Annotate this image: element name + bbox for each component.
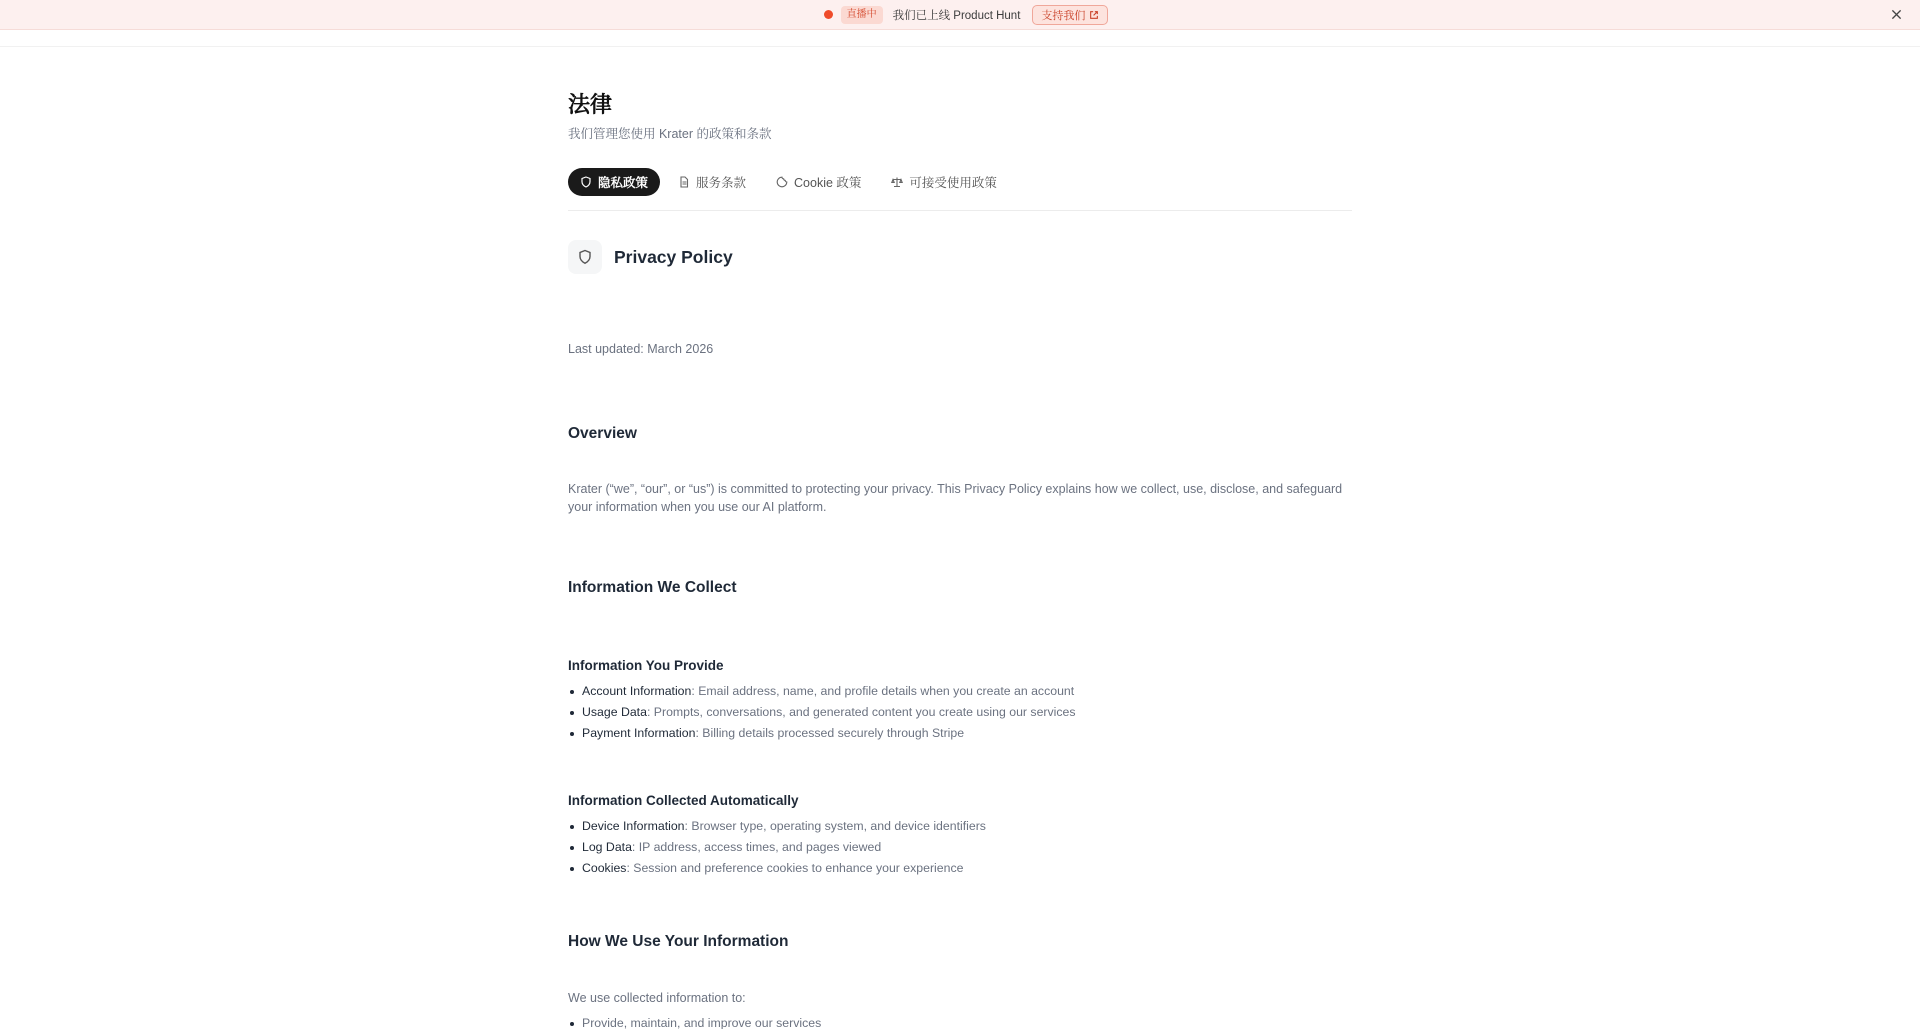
shield-icon <box>577 249 593 265</box>
live-badge: 直播中 <box>841 6 883 24</box>
scale-icon <box>891 176 903 188</box>
support-us-button[interactable] <box>1032 5 1108 25</box>
external-link-icon <box>1089 10 1099 20</box>
banner-close-button[interactable] <box>1888 6 1904 22</box>
cookie-icon <box>776 176 788 188</box>
use-list <box>568 1013 821 1029</box>
live-indicator-dot <box>824 10 833 19</box>
tab-privacy-policy[interactable] <box>568 168 660 196</box>
tabs-divider <box>568 210 1352 211</box>
tab-label: Cookie 政策 <box>794 176 862 190</box>
list-item: Payment Information: Billing details processed securely through Stripe <box>568 723 1076 744</box>
document-icon <box>678 176 690 188</box>
tab-terms-of-service[interactable] <box>666 168 758 196</box>
announcement-banner <box>0 0 1920 30</box>
tab-label: 可接受使用政策 <box>909 176 997 190</box>
overview-text: Krater (“we”, “our”, or “us”) is committed to protecting your privacy. This Privacy Policy explains how we collect, use, disclose, and safeguard your information when you use our AI platform. <box>568 482 1343 514</box>
use-heading: How We Use Your Information <box>568 933 789 950</box>
use-intro: We use collected information to: <box>568 991 746 1005</box>
banner-message: 我们已上线 Product Hunt <box>892 9 1021 22</box>
support-us-label: 支持我们 <box>1041 9 1086 22</box>
list-item: Device Information: Browser type, operating system, and device identifiers <box>568 816 986 837</box>
policy-header <box>568 240 733 274</box>
list-item: Account Information: Email address, name, and profile details when you create an account <box>568 681 1076 702</box>
list-item: Usage Data: Prompts, conversations, and generated content you create using our services <box>568 702 1076 723</box>
tab-label: 隐私政策 <box>598 176 649 190</box>
page-subtitle: 我们管理您使用 Krater 的政策和条款 <box>568 127 772 141</box>
header-divider <box>0 46 1920 47</box>
page-title: 法律 <box>568 92 613 117</box>
provide-heading: Information You Provide <box>568 658 724 673</box>
collect-heading: Information We Collect <box>568 579 737 596</box>
tab-cookie-policy[interactable] <box>764 168 873 196</box>
policy-icon-box <box>568 240 602 274</box>
list-item: Provide, maintain, and improve our services <box>568 1013 821 1029</box>
list-item: Cookies: Session and preference cookies to enhance your experience <box>568 858 986 879</box>
auto-heading: Information Collected Automatically <box>568 793 799 808</box>
last-updated: Last updated: March 2026 <box>568 342 714 356</box>
close-icon <box>1891 9 1902 20</box>
tab-label: 服务条款 <box>696 176 747 190</box>
policy-title: Privacy Policy <box>614 246 733 267</box>
overview-heading: Overview <box>568 425 637 442</box>
auto-list <box>568 816 986 879</box>
shield-icon <box>580 176 592 188</box>
tab-acceptable-use-policy[interactable] <box>879 168 1009 196</box>
provide-list <box>568 681 1076 744</box>
banner-content <box>824 5 1109 25</box>
list-item: Log Data: IP address, access times, and pages viewed <box>568 837 986 858</box>
legal-tabs <box>568 168 1015 196</box>
